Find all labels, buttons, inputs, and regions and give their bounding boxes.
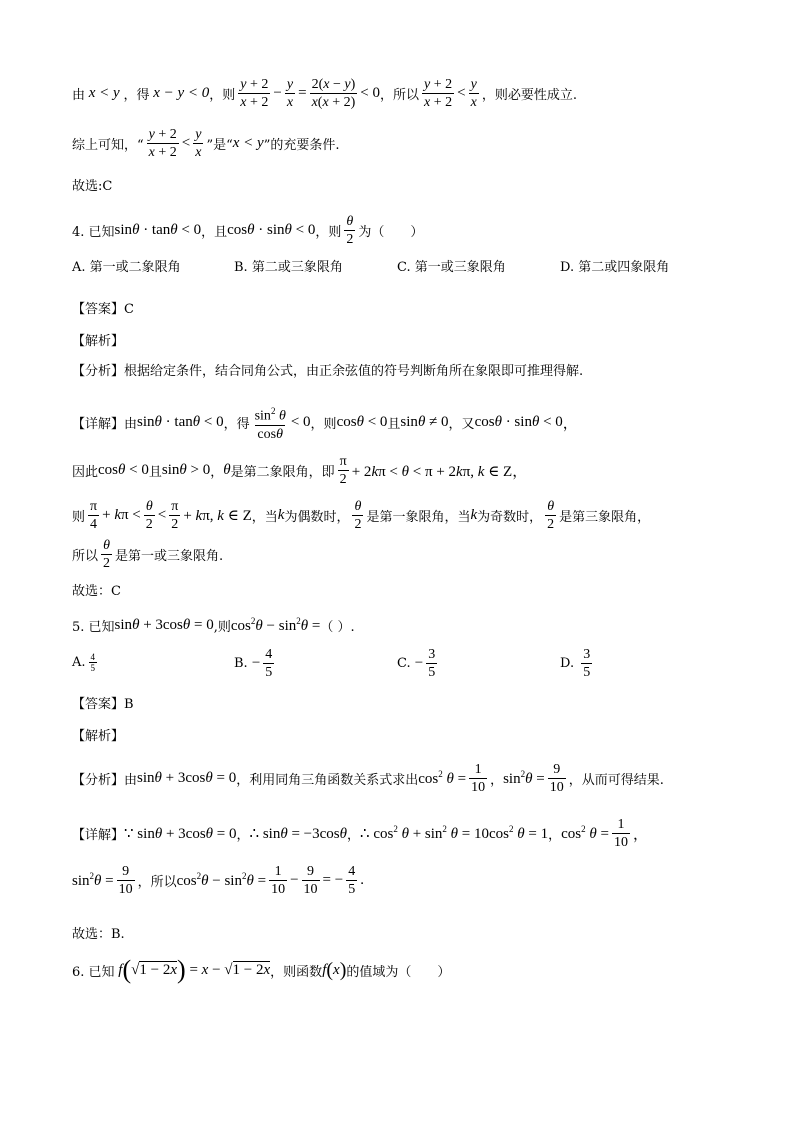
text: ，且 — [201, 225, 228, 240]
text: 综上可知，“ — [72, 138, 144, 153]
line-necessity: 由 x < y ，得 x − y < 0 ，则 $\frac{y + 2}{x + 2}$ − $\frac{y}{x}$ = $\frac{2(x - y)}{x(x + 2)}$ < 0 ，所以 $\frac{y + 2}{x + 2}$ < $\frac{y}{x}$ ，则必要性成立. — [72, 77, 577, 110]
q4-option-d[interactable]: D. 第二或四象限角 — [560, 260, 670, 275]
text: 4. 已知 — [72, 225, 115, 240]
q5-answer: 【答案】B — [72, 697, 134, 712]
q6-stem: 6. 已知 f ( √1 − 2x ) = x − √1 − 2x ，则函数 f ( x ) 的值域为（ ） — [72, 955, 451, 984]
q5-stem: 5. 已知 sinθ + 3cosθ = 0 ,则 $\cos^2\theta - \sin^2\theta$ = （ ）. — [72, 616, 355, 635]
q5-fenxi: 【分析】由 sinθ + 3cosθ = 0 ，利用同角三角函数关系式求出 $\cos^2 \theta$ = $\frac{1}{10}$ ， $\sin^2\theta$ = $\frac{9}{10}$ ，从而可得结果. — [72, 762, 664, 795]
math-x-lt-y: x < y — [85, 85, 124, 101]
q4-stem: 4. 已知 sinθ · tanθ < 0 ，且 cosθ · sinθ < 0 ，则 $\frac{\theta}{2}$ 为（ ） — [72, 214, 424, 247]
q4-answer: 【答案】C — [72, 302, 134, 317]
text: 故选:C — [72, 179, 113, 194]
text: ”是“ — [206, 138, 233, 153]
q4-xiangjie-3: 则 $\frac{\pi}{4}$ + kπ < $\frac{\theta}{2}$ < $\frac{\pi}{2}$ + kπ, k ∈ Z ，当 k 为偶数时， $\frac{\theta}{2}$ 是第一象限角，当 k 为奇数时， $\frac{\theta}{2}$ 是第三象限角， — [72, 499, 651, 532]
fraction: $\frac{y + 2}{x + 2}$ — [240, 77, 269, 110]
text: ，则 — [315, 225, 342, 240]
fraction: $\frac{2(x - y)}{x(x + 2)}$ — [311, 77, 356, 110]
fraction: $\frac{y}{x}$ — [286, 77, 294, 110]
text: ，则 — [209, 88, 236, 103]
q4-option-b[interactable]: B. 第二或三象限角 — [234, 260, 343, 275]
choose-line — [72, 175, 112, 194]
fraction: $\frac{y}{x}$ — [195, 127, 202, 160]
text: ，得 — [123, 88, 150, 103]
fraction: $\frac{y}{x}$ — [470, 77, 477, 110]
text: ，所以 — [379, 88, 419, 103]
q5-xiangjie-1: 【详解】 ∵ sinθ + 3cosθ = 0 ， ∴ sinθ = −3cosθ ， ∴ $\cos^2 \theta + \sin^2 \theta = 10\cos^2$ θ = 1 ， $\cos^2 \theta$ = $\frac{1}{10}$ ， — [72, 817, 648, 850]
q5-option-d[interactable]: D. $\frac{3}{5}$ — [560, 647, 591, 680]
q5-option-a[interactable]: A. $\frac{4}{5}$ — [72, 652, 96, 673]
q4-xiangjie-2: 因此 cosθ < 0 且 sinθ > 0 ， θ 是第二象限角，即 $\frac{\pi}{2}$ + 2kπ < θ < π + 2kπ, k ∈ Z， — [72, 454, 528, 487]
q5-option-c[interactable]: C. − $\frac{3}{5}$ — [397, 647, 436, 680]
q4-analysis-head: 【解析】 — [72, 334, 125, 349]
fraction: $\frac{y + 2}{x + 2}$ — [148, 127, 177, 160]
text: 由 — [72, 88, 86, 103]
q5-choose: 故选：B. — [72, 927, 125, 942]
text: 为（ ） — [358, 225, 424, 240]
fraction: $\frac{y + 2}{x + 2}$ — [424, 77, 453, 110]
text: ”的充要条件. — [263, 138, 340, 153]
q4-option-a[interactable]: A. 第一或二象限角 — [72, 260, 181, 275]
q5-option-b[interactable]: B. − $\frac{4}{5}$ — [234, 647, 273, 680]
q5-xiangjie-2: $\sin^2\theta$ = $\frac{9}{10}$ ，所以 $\cos^2\theta - \sin^2\theta$ = $\frac{1}{10}$ − $\frac{9}{10}$ = − $\frac{4}{5}$ . — [72, 864, 364, 897]
q4-xiangjie-4: 所以 $\frac{\theta}{2}$ 是第一或三象限角. — [72, 538, 224, 571]
q4-fenxi: 【分析】根据给定条件，结合同角公式，由正余弦值的符号判断角所在象限即可推理得解. — [72, 364, 584, 379]
q4-option-c[interactable]: C. 第一或三象限角 — [397, 260, 506, 275]
q4-xiangjie-1: 【详解】由 sinθ · tanθ < 0 ，得 $\frac{\sin^2 \theta}{\cos\theta}$ < 0 ，则 cosθ < 0 且 sinθ ≠ 0 ，又 cosθ · sinθ < 0 ， — [72, 406, 578, 442]
q4-choose: 故选：C — [72, 584, 121, 599]
math: x − y < 0 — [149, 85, 210, 101]
q5-analysis-head: 【解析】 — [72, 729, 125, 744]
text: ，则必要性成立. — [481, 88, 577, 103]
line-conclusion: 综上可知，“ $\frac{y + 2}{x + 2}$ < $\frac{y}{x}$ ”是“ x < y ”的充要条件. — [72, 127, 340, 160]
